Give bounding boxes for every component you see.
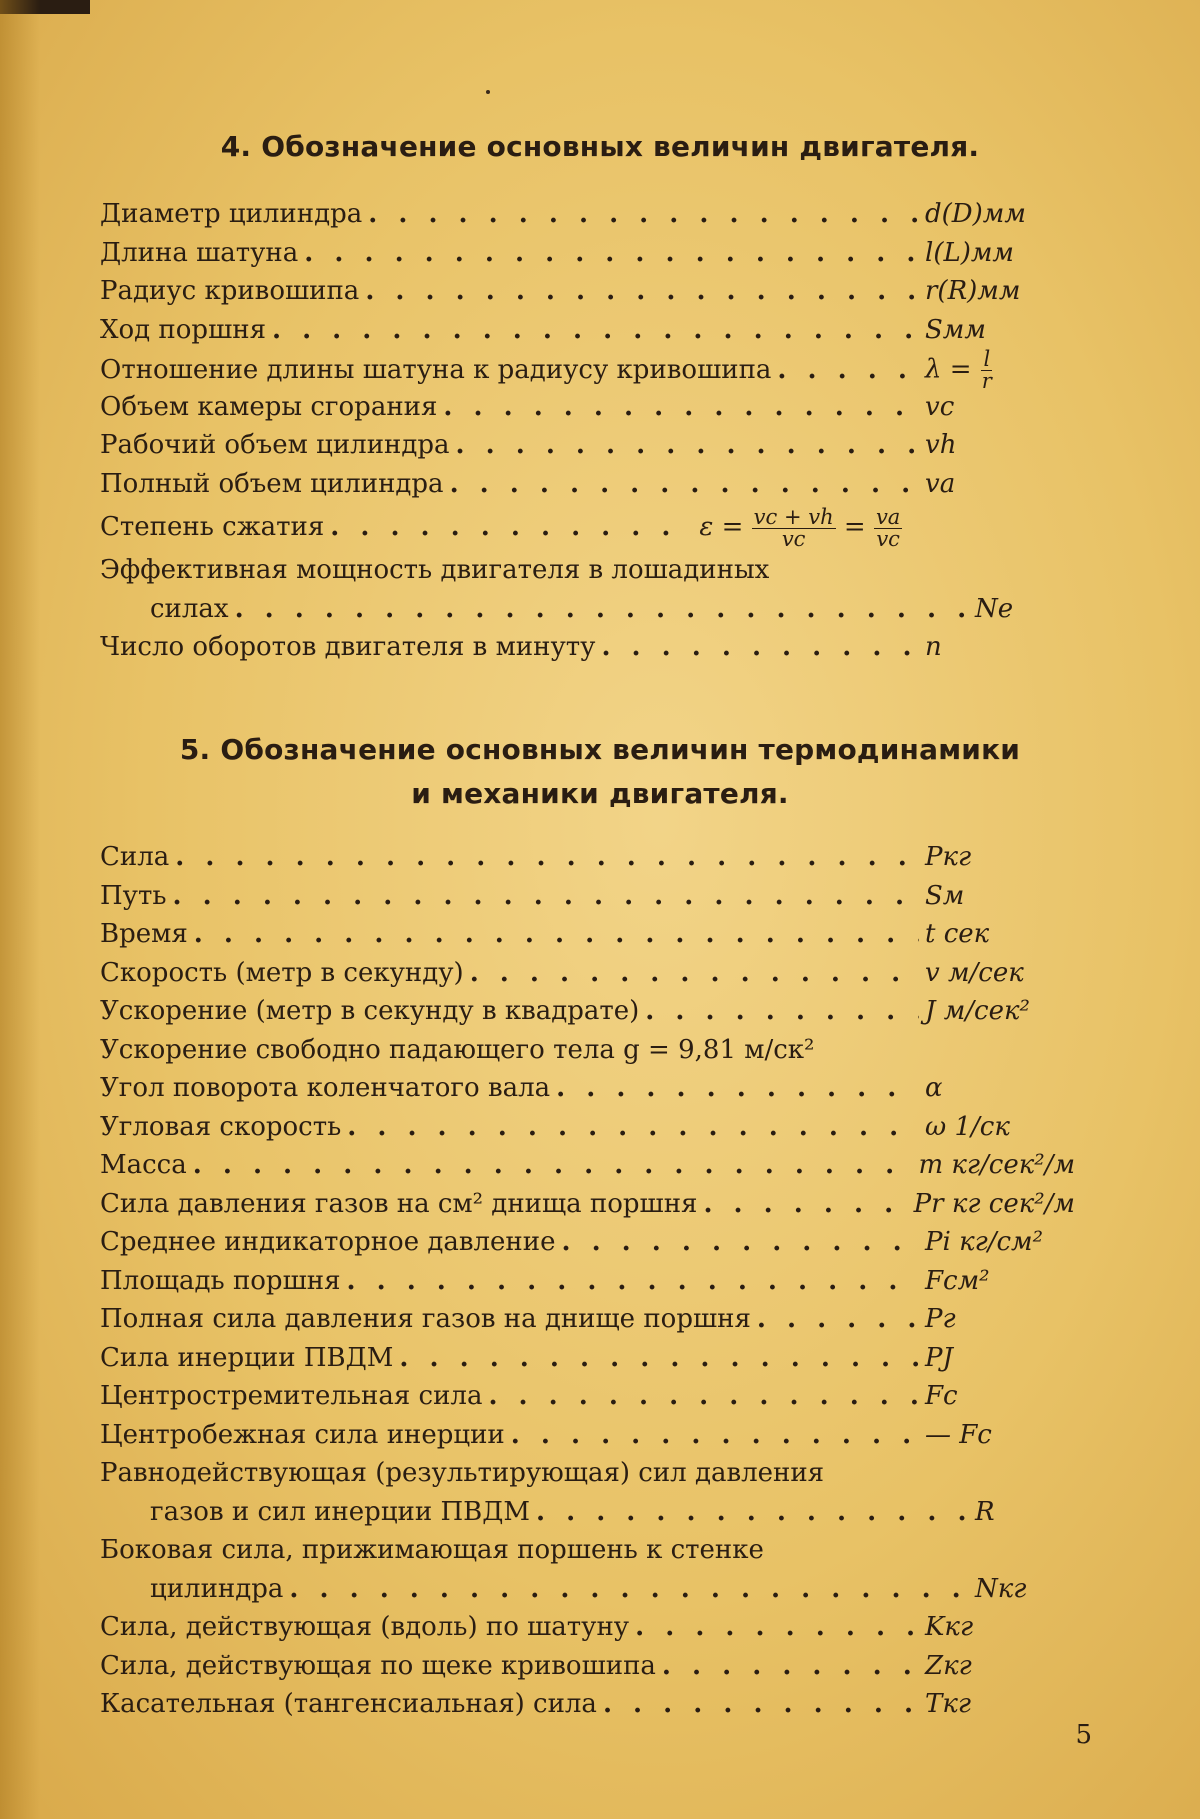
lambda-fraction: $\frac{l}{r}$ (981, 347, 992, 393)
page-number: 5 (1075, 1720, 1092, 1750)
list-item: Касательная (тангенсиальная) сила . . . Tкг (100, 1685, 1075, 1724)
list-item: Ускорение (метр в секунду в квадрате) . . . J м/сек² (100, 992, 1075, 1031)
page-edge-shadow (0, 0, 40, 1819)
list-item: Ускорение свободно падающего тела g = 9,81 м/ск² (100, 1034, 815, 1065)
list-item: Масса . . . m кг/сек²/м (100, 1146, 1075, 1185)
compression-fraction-2: $\frac{va}{vc}$ (875, 504, 901, 551)
list-item: Среднее индикаторное давление . . . Pi кг/см² (100, 1223, 1075, 1262)
list-item: Сила, действующая по щеке кривошипа . . . Zкг (100, 1647, 1075, 1686)
list-item: Объем камеры сгорания . . . vc (100, 388, 1075, 427)
list-item: Ход поршня . . . Sмм (100, 311, 1075, 350)
list-item: Отношение длины шатуна к радиусу кривошипа . . . λ = $\frac{l}{r}$ (100, 349, 1075, 388)
list-item: Равнодействующая (результирующая) сил давления (100, 1458, 825, 1488)
section-4-title: 4. Обозначение основных величин двигателя. (220, 130, 980, 163)
list-item: Скорость (метр в секунду) . . . v м/сек (100, 954, 1075, 993)
list-item: Сила давления газов на см² днища поршня . . . Pr кг сек²/м (100, 1185, 1075, 1224)
list-item: цилиндра . . . Nкг (100, 1570, 1075, 1609)
list-item: Сила, действующая (вдоль) по шатуну . . . Kкг (100, 1608, 1075, 1647)
list-item: Диаметр цилиндра . . . d(D)мм (100, 195, 1075, 234)
list-item: силах . . . Ne (100, 590, 1075, 629)
list-item: Площадь поршня . . . Fсм² (100, 1262, 1075, 1301)
section-5-list (100, 838, 1075, 1724)
list-item: Угол поворота коленчатого вала . . . α (100, 1069, 1075, 1108)
list-item: Рабочий объем цилиндра . . . vh (100, 426, 1075, 465)
list-item: Длина шатуна . . . l(L)мм (100, 234, 1075, 273)
list-item: Эффективная мощность двигателя в лошадиных (100, 555, 770, 585)
compression-fraction-1: $\frac{vc + vh}{vc}$ (753, 504, 834, 551)
list-item: Путь . . . Sм (100, 877, 1075, 916)
list-item: Угловая скорость . . . ω 1/ск (100, 1108, 1075, 1147)
list-item: Центробежная сила инерции . . . — Fc (100, 1416, 1075, 1455)
print-speck (486, 90, 490, 94)
list-item: Степень сжатия . . . ε = $\frac{vc + vh}{vc}$ = $\frac{va}{vc}$ (100, 503, 1075, 551)
list-item: Боковая сила, прижимающая поршень к стенке (100, 1535, 764, 1565)
section-4-list (100, 195, 1075, 667)
list-item: Полный объем цилиндра . . . va (100, 465, 1075, 504)
list-item: газов и сил инерции ПВДМ . . . R (100, 1493, 1075, 1532)
list-item: Число оборотов двигателя в минуту . . . n (100, 628, 1075, 667)
list-item: Время . . . t сек (100, 915, 1075, 954)
section-5-title: 5. Обозначение основных величин термодинамики и механики двигателя. (179, 733, 1021, 810)
list-item: Центростремительная сила . . . Fc (100, 1377, 1075, 1416)
list-item: Радиус кривошипа . . . r(R)мм (100, 272, 1075, 311)
list-item: Полная сила давления газов на днище поршня . . . Pг (100, 1300, 1075, 1339)
list-item: Сила инерции ПВДМ . . . PJ (100, 1339, 1075, 1378)
list-item: Сила . . . Ркг (100, 838, 1075, 877)
